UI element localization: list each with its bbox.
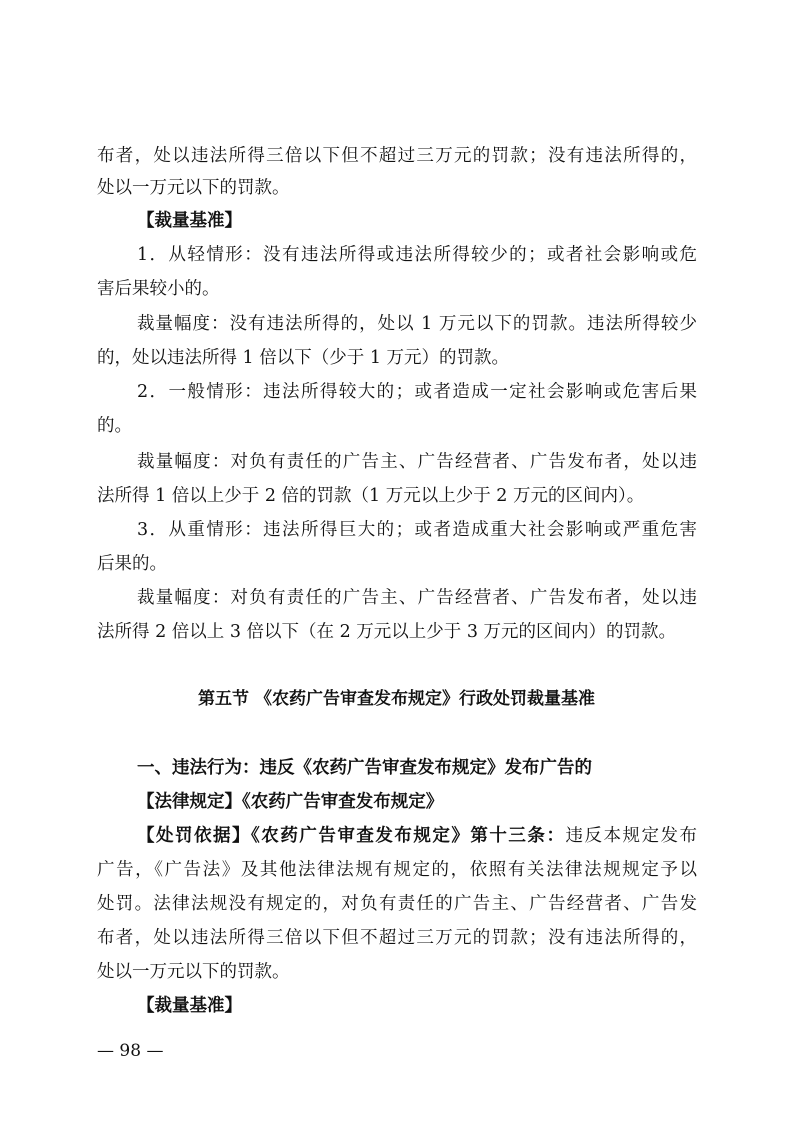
paragraph-line: 3．从重情形：违法所得巨大的；或者造成重大社会影响或严重危害	[137, 520, 697, 540]
paragraph-line: 处罚。法律法规没有规定的，对负有责任的广告主、广告经营者、广告发	[97, 894, 697, 914]
penalty-basis-text: 违反本规定发布	[565, 826, 698, 846]
section-label: 【裁量基准】	[137, 996, 242, 1016]
paragraph-line: 处以一万元以下的罚款。	[97, 962, 290, 982]
section-label: 【裁量基准】	[137, 211, 242, 231]
paragraph-line: 法所得 1 倍以上少于 2 倍的罚款（1 万元以上少于 2 万元的区间内）。	[97, 486, 645, 506]
paragraph-line: 裁量幅度：没有违法所得的，处以 1 万元以下的罚款。违法所得较少	[137, 314, 697, 334]
violation-heading: 一、违法行为：违反《农药广告审查发布规定》发布广告的	[137, 758, 592, 778]
paragraph-line: 裁量幅度：对负有责任的广告主、广告经营者、广告发布者，处以违	[137, 452, 697, 472]
paragraph-line: 的。	[97, 416, 132, 436]
paragraph-line: 布者，处以违法所得三倍以下但不超过三万元的罚款；没有违法所得的，	[97, 146, 697, 166]
section-title: 第五节 《农药广告审查发布规定》行政处罚裁量基准	[198, 689, 595, 709]
page-number: — 98 —	[97, 1041, 164, 1061]
paragraph-line: 布者，处以违法所得三倍以下但不超过三万元的罚款；没有违法所得的，	[97, 928, 697, 948]
paragraph-line: 后果的。	[97, 554, 167, 574]
paragraph-line: 害后果较小的。	[97, 279, 220, 299]
penalty-basis-label: 【处罚依据】《农药广告审查发布规定》第十三条：	[137, 826, 566, 846]
paragraph-line: 法所得 2 倍以上 3 倍以下（在 2 万元以上少于 3 万元的区间内）的罚款。	[97, 622, 677, 642]
paragraph-line: 的，处以违法所得 1 倍以下（少于 1 万元）的罚款。	[97, 348, 510, 368]
paragraph-line: 2．一般情形：违法所得较大的；或者造成一定社会影响或危害后果	[137, 382, 697, 402]
paragraph-line: 裁量幅度：对负有责任的广告主、广告经营者、广告发布者，处以违	[137, 588, 697, 608]
paragraph-line: 处以一万元以下的罚款。	[97, 178, 290, 198]
legal-provision-label: 【法律规定】《农药广告审查发布规定》	[137, 792, 444, 812]
paragraph-line: 1．从轻情形：没有违法所得或违法所得较少的；或者社会影响或危	[137, 245, 697, 265]
paragraph-line: 广告，《广告法》及其他法律法规有规定的，依照有关法律法规规定予以	[97, 860, 697, 880]
penalty-basis-line	[137, 823, 697, 849]
